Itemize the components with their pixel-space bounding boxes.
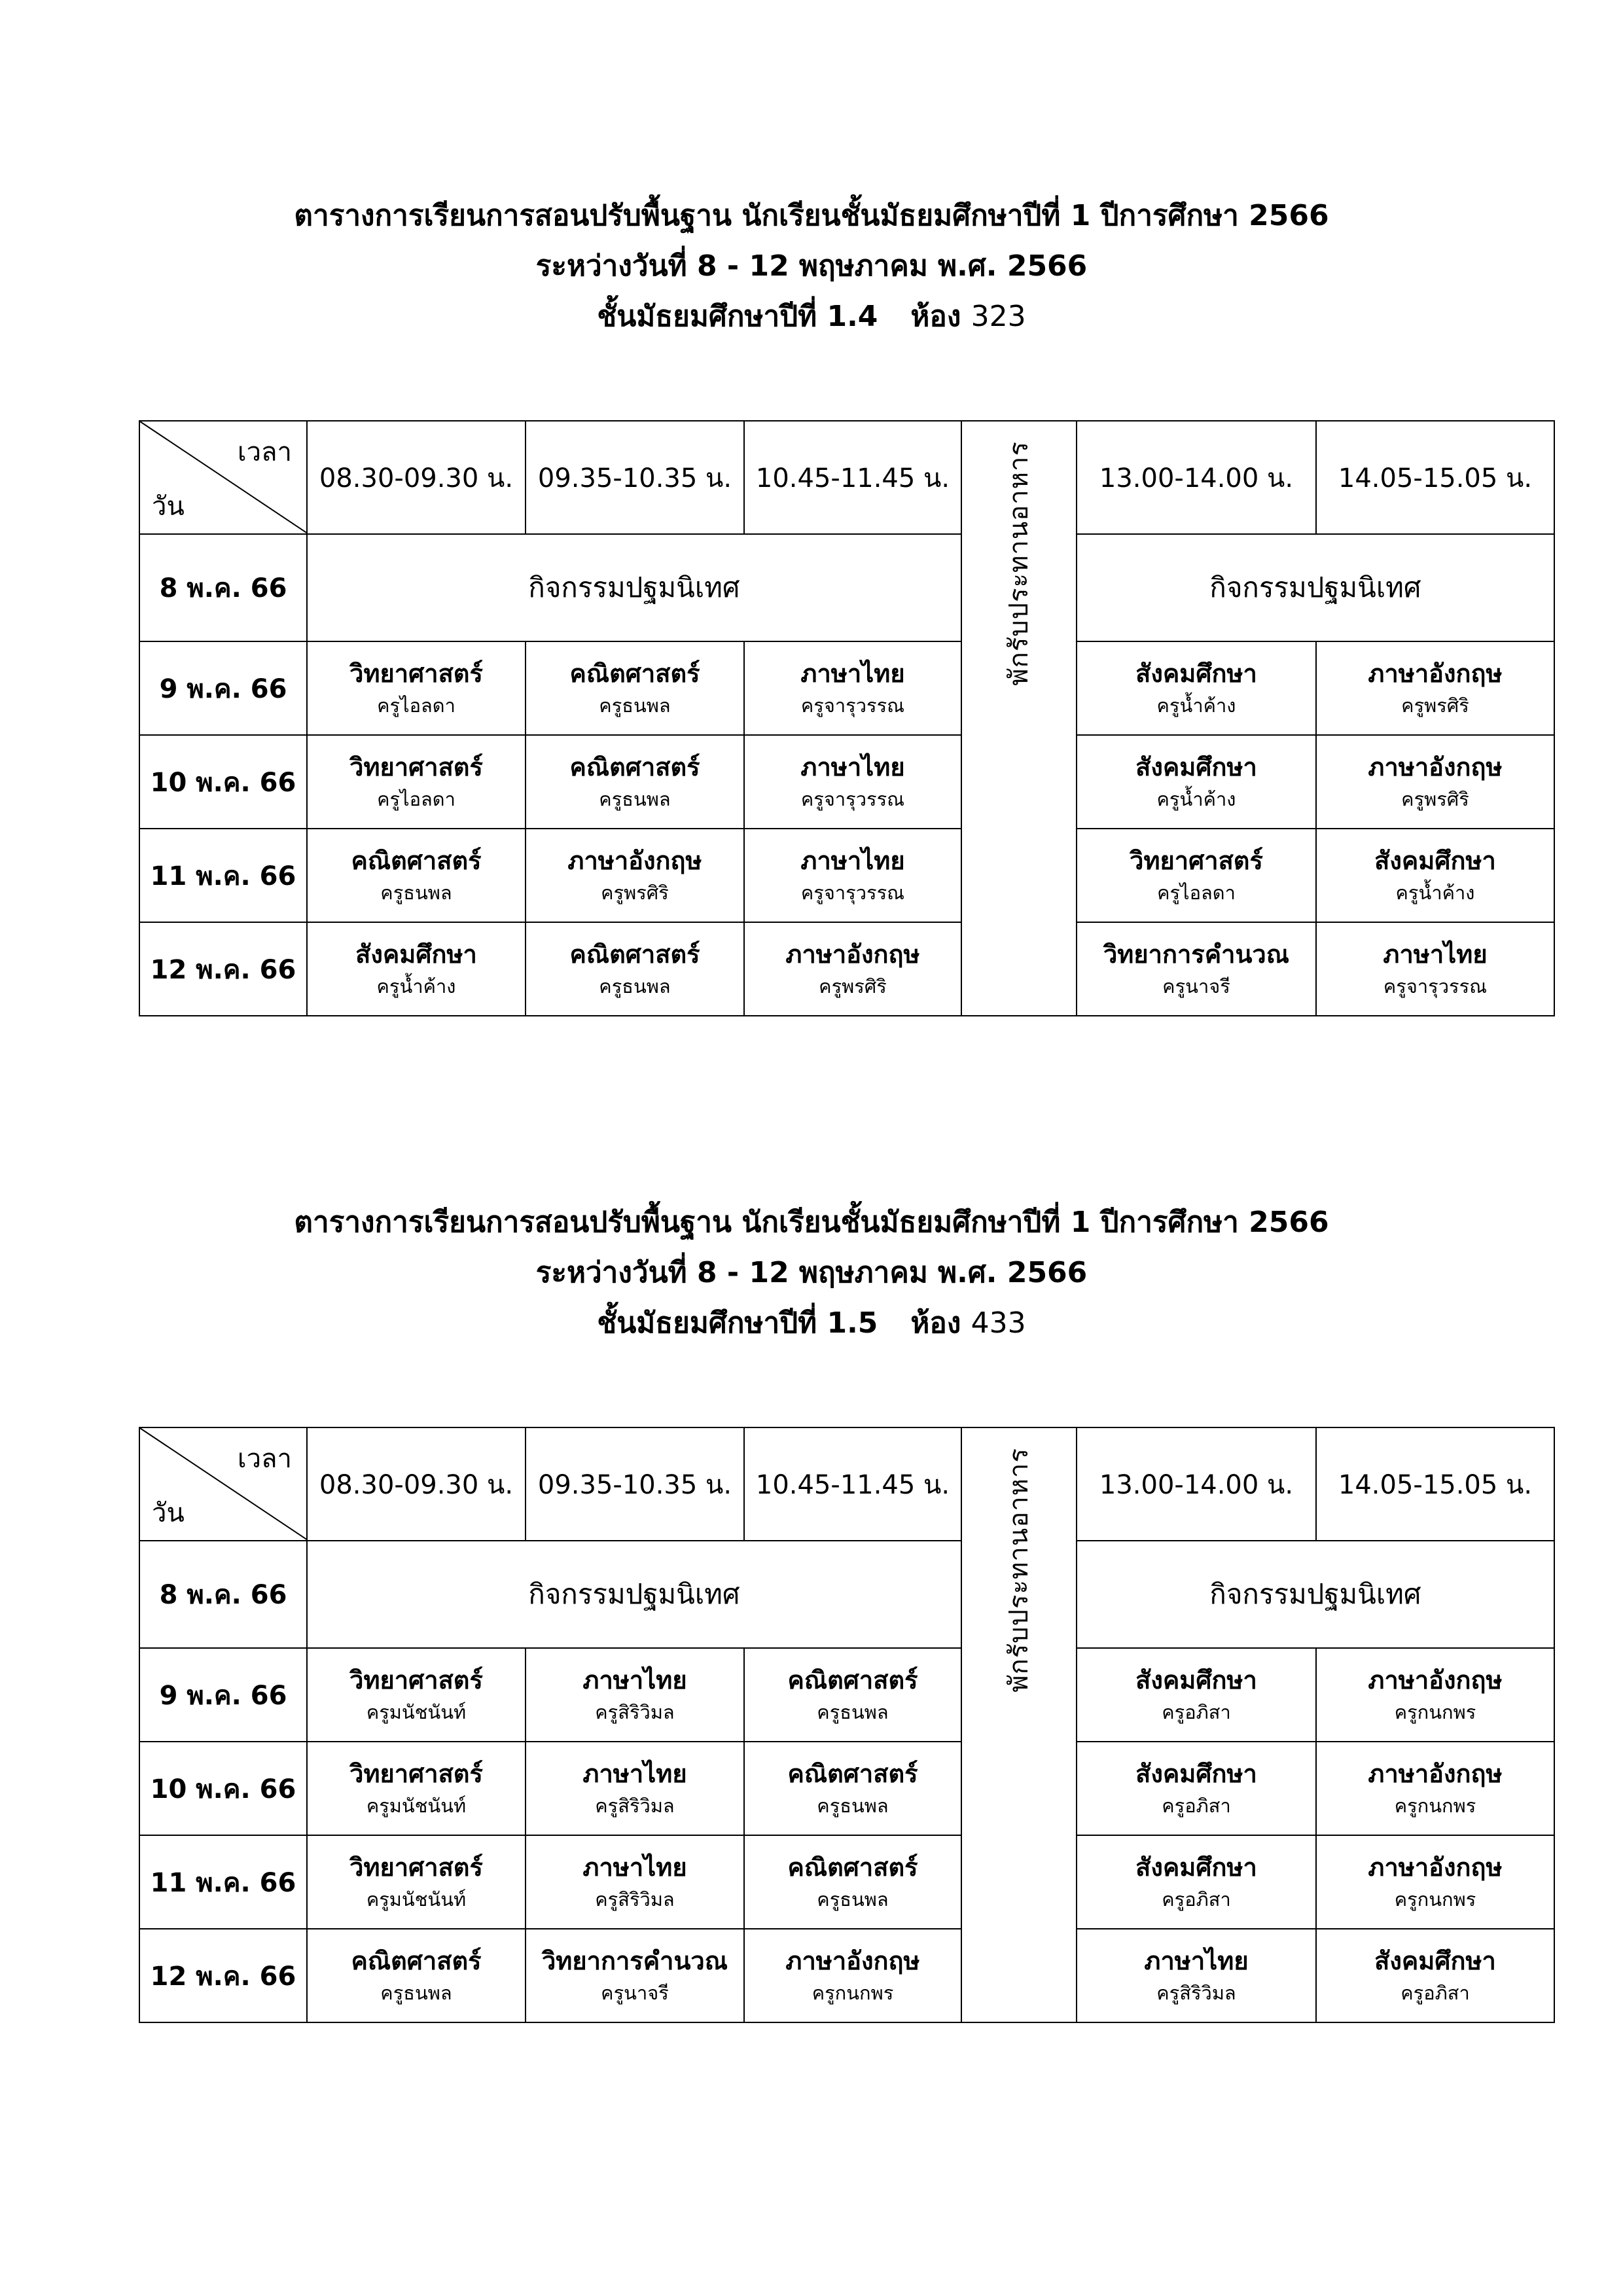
subject-name: คณิตศาสตร์ — [569, 658, 700, 688]
lunch-break-cell — [961, 421, 1077, 1016]
room-label: ห้อง — [910, 300, 961, 333]
teacher-name: ครูน้ำค้าง — [1156, 694, 1236, 717]
class-period-cell — [307, 1929, 526, 2022]
subject-name: ภาษาอังกฤษ — [1368, 658, 1503, 688]
day-row — [139, 735, 1554, 829]
header-row — [139, 1427, 1554, 1541]
class-period-cell — [1077, 1929, 1316, 2022]
orientation-afternoon-cell: กิจกรรมปฐมนิเทศ — [1077, 1541, 1554, 1648]
class-period-cell — [526, 641, 744, 735]
teacher-name: ครูธนพล — [599, 975, 671, 997]
teacher-name: ครูธนพล — [817, 1700, 889, 1723]
class-period-cell — [526, 1929, 744, 2022]
day-axis-label: วัน — [152, 492, 185, 522]
room-number: 433 — [971, 1306, 1026, 1340]
subject-name: คณิตศาสตร์ — [787, 1852, 918, 1882]
day-cell: 12 พ.ค. 66 — [139, 1929, 307, 2022]
class-period-cell — [1316, 641, 1554, 735]
teacher-name: ครูน้ำค้าง — [376, 975, 456, 997]
subject-name: ภาษาอังกฤษ — [1368, 752, 1503, 781]
teacher-name: ครูจารุวรรณ — [800, 787, 905, 810]
subject-name: วิทยาการคำนวณ — [1103, 939, 1290, 969]
subject-name: ภาษาอังกฤษ — [567, 846, 702, 875]
time-axis-label: เวลา — [237, 1444, 292, 1474]
class-period-cell — [1077, 641, 1316, 735]
teacher-name: ครูอภิสา — [1162, 1888, 1231, 1910]
class-period-cell — [744, 1835, 961, 1929]
class-period-cell — [1316, 735, 1554, 829]
time-slot-header: 14.05-15.05 น. — [1316, 1427, 1554, 1541]
subject-name: วิทยาศาสตร์ — [349, 1665, 483, 1695]
teacher-name: ครูพรศิริ — [1401, 787, 1469, 810]
teacher-name: ครูพรศิริ — [819, 975, 887, 997]
subject-name: ภาษาไทย — [800, 752, 905, 781]
class-period-cell — [307, 735, 526, 829]
subject-name: คณิตศาสตร์ — [569, 939, 700, 969]
schedule-title: ตารางการเรียนการสอนปรับพื้นฐาน นักเรียนชั้นมัธยมศึกษาปีที่ 1 ปีการศึกษา 2566 — [294, 199, 1329, 232]
class-period-cell — [526, 735, 744, 829]
teacher-name: ครูธนพล — [817, 1794, 889, 1817]
teacher-name: ครูสิริวิมล — [1156, 1981, 1236, 2004]
teacher-name: ครูพรศิริ — [1401, 694, 1469, 717]
day-cell: 11 พ.ค. 66 — [139, 829, 307, 922]
subject-name: วิทยาศาสตร์ — [349, 658, 483, 688]
teacher-name: ครูกนกพร — [1394, 1700, 1476, 1723]
day-cell: 9 พ.ค. 66 — [139, 1648, 307, 1742]
class-period-cell — [307, 1835, 526, 1929]
time-slot-header: 13.00-14.00 น. — [1077, 421, 1316, 534]
class-period-cell — [307, 1742, 526, 1835]
schedule-table — [139, 1427, 1555, 2023]
teacher-name: ครูธนพล — [599, 694, 671, 717]
teacher-name: ครูจารุวรรณ — [800, 881, 905, 904]
teacher-name: ครูไอลดา — [1157, 881, 1236, 904]
class-period-cell — [744, 1929, 961, 2022]
lunch-break-label: พักรับประทานอาหาร — [1004, 441, 1034, 686]
teacher-name: ครูจารุวรรณ — [1383, 975, 1488, 997]
teacher-name: ครูอภิสา — [1162, 1794, 1231, 1817]
teacher-name: ครูสิริวิมล — [595, 1888, 675, 1910]
class-period-cell — [526, 829, 744, 922]
class-label: ชั้นมัธยมศึกษาปีที่ 1.4 — [597, 300, 878, 333]
teacher-name: ครูไอลดา — [377, 694, 455, 717]
subject-name: คณิตศาสตร์ — [787, 1665, 918, 1695]
day-row — [139, 829, 1554, 922]
class-period-cell — [526, 922, 744, 1016]
teacher-name: ครูนาจรี — [1162, 975, 1230, 997]
subject-name: ภาษาไทย — [582, 1852, 687, 1882]
teacher-name: ครูธนพล — [380, 881, 452, 904]
teacher-name: ครูกนกพร — [1394, 1888, 1476, 1910]
teacher-name: ครูกนกพร — [1394, 1794, 1476, 1817]
teacher-name: ครูธนพล — [817, 1888, 889, 1910]
day-cell: 8 พ.ค. 66 — [139, 1541, 307, 1648]
corner-header-cell — [139, 1427, 307, 1541]
subject-name: ภาษาไทย — [582, 1759, 687, 1788]
subject-name: สังคมศึกษา — [355, 939, 477, 969]
subject-name: ภาษาไทย — [1144, 1946, 1249, 1975]
day-cell: 10 พ.ค. 66 — [139, 1742, 307, 1835]
class-period-cell — [744, 922, 961, 1016]
subject-name: สังคมศึกษา — [1135, 1665, 1257, 1695]
class-period-cell — [1077, 922, 1316, 1016]
teacher-name: ครูน้ำค้าง — [1156, 787, 1236, 810]
corner-header-cell — [139, 421, 307, 534]
class-period-cell — [307, 922, 526, 1016]
subject-name: ภาษาไทย — [800, 658, 905, 688]
subject-name: ภาษาอังกฤษ — [785, 939, 920, 969]
subject-name: ภาษาไทย — [582, 1665, 687, 1695]
class-period-cell — [1077, 735, 1316, 829]
time-slot-header: 10.45-11.45 น. — [744, 421, 961, 534]
teacher-name: ครูสิริวิมล — [595, 1700, 675, 1723]
class-period-cell — [1077, 829, 1316, 922]
time-slot-header: 13.00-14.00 น. — [1077, 1427, 1316, 1541]
teacher-name: ครูธนพล — [380, 1981, 452, 2004]
class-period-cell — [744, 1742, 961, 1835]
teacher-name: ครูไอลดา — [377, 787, 455, 810]
teacher-name: ครูมนัชนันท์ — [366, 1700, 467, 1723]
time-slot-header: 09.35-10.35 น. — [526, 1427, 744, 1541]
subject-name: คณิตศาสตร์ — [569, 752, 700, 781]
class-period-cell — [1077, 1835, 1316, 1929]
schedule-period: ระหว่างวันที่ 8 - 12 พฤษภาคม พ.ศ. 2566 — [535, 1256, 1088, 1289]
schedule-title: ตารางการเรียนการสอนปรับพื้นฐาน นักเรียนชั้นมัธยมศึกษาปีที่ 1 ปีการศึกษา 2566 — [294, 1206, 1329, 1239]
class-period-cell — [307, 829, 526, 922]
lunch-break-label: พักรับประทานอาหาร — [1004, 1448, 1034, 1693]
class-period-cell — [744, 829, 961, 922]
subject-name: คณิตศาสตร์ — [787, 1759, 918, 1788]
class-period-cell — [1077, 1742, 1316, 1835]
subject-name: ภาษาอังกฤษ — [1368, 1759, 1503, 1788]
day-row — [139, 1835, 1554, 1929]
teacher-name: ครูอภิสา — [1162, 1700, 1231, 1723]
day-cell: 9 พ.ค. 66 — [139, 641, 307, 735]
teacher-name: ครูสิริวิมล — [595, 1794, 675, 1817]
header-row — [139, 421, 1554, 534]
subject-name: สังคมศึกษา — [1135, 752, 1257, 781]
teacher-name: ครูกนกพร — [812, 1981, 894, 2004]
day-cell: 11 พ.ค. 66 — [139, 1835, 307, 1929]
subject-name: ภาษาไทย — [1383, 939, 1488, 969]
orientation-morning-cell: กิจกรรมปฐมนิเทศ — [307, 534, 961, 641]
class-period-cell — [526, 1648, 744, 1742]
subject-name: สังคมศึกษา — [1374, 846, 1496, 875]
subject-name: ภาษาไทย — [800, 846, 905, 875]
class-heading — [0, 297, 1623, 336]
subject-name: วิทยาศาสตร์ — [349, 1759, 483, 1788]
teacher-name: ครูมนัชนันท์ — [366, 1794, 467, 1817]
class-period-cell — [744, 735, 961, 829]
room-number: 323 — [971, 300, 1026, 333]
class-period-cell — [526, 1742, 744, 1835]
teacher-name: ครูจารุวรรณ — [800, 694, 905, 717]
class-period-cell — [1316, 1648, 1554, 1742]
teacher-name: ครูพรศิริ — [601, 881, 669, 904]
orientation-row — [139, 534, 1554, 641]
class-period-cell — [744, 641, 961, 735]
schedule-table — [139, 420, 1555, 1016]
time-axis-label: เวลา — [237, 437, 292, 467]
class-heading — [0, 1304, 1623, 1343]
day-row — [139, 1742, 1554, 1835]
day-row — [139, 641, 1554, 735]
class-period-cell — [1316, 1835, 1554, 1929]
class-period-cell — [1077, 1648, 1316, 1742]
day-cell: 12 พ.ค. 66 — [139, 922, 307, 1016]
time-slot-header: 08.30-09.30 น. — [307, 421, 526, 534]
orientation-morning-cell: กิจกรรมปฐมนิเทศ — [307, 1541, 961, 1648]
room-label: ห้อง — [910, 1306, 961, 1340]
teacher-name: ครูน้ำค้าง — [1395, 881, 1475, 904]
day-cell: 10 พ.ค. 66 — [139, 735, 307, 829]
orientation-afternoon-cell: กิจกรรมปฐมนิเทศ — [1077, 534, 1554, 641]
orientation-row — [139, 1541, 1554, 1648]
day-row — [139, 1929, 1554, 2022]
time-slot-header: 10.45-11.45 น. — [744, 1427, 961, 1541]
day-axis-label: วัน — [152, 1498, 185, 1528]
class-label: ชั้นมัธยมศึกษาปีที่ 1.5 — [597, 1306, 878, 1340]
schedule-period: ระหว่างวันที่ 8 - 12 พฤษภาคม พ.ศ. 2566 — [535, 249, 1088, 283]
subject-name: สังคมศึกษา — [1135, 1759, 1257, 1788]
class-period-cell — [1316, 922, 1554, 1016]
class-period-cell — [1316, 1742, 1554, 1835]
class-period-cell — [307, 641, 526, 735]
teacher-name: ครูนาจรี — [601, 1981, 669, 2004]
subject-name: วิทยาการคำนวณ — [541, 1946, 728, 1975]
subject-name: วิทยาศาสตร์ — [349, 1852, 483, 1882]
day-row — [139, 1648, 1554, 1742]
subject-name: คณิตศาสตร์ — [351, 846, 482, 875]
time-slot-header: 09.35-10.35 น. — [526, 421, 744, 534]
time-slot-header: 14.05-15.05 น. — [1316, 421, 1554, 534]
lunch-break-cell — [961, 1427, 1077, 2022]
day-cell: 8 พ.ค. 66 — [139, 534, 307, 641]
subject-name: วิทยาศาสตร์ — [349, 752, 483, 781]
teacher-name: ครูธนพล — [599, 787, 671, 810]
subject-name: ภาษาอังกฤษ — [1368, 1852, 1503, 1882]
class-period-cell — [307, 1648, 526, 1742]
subject-name: สังคมศึกษา — [1374, 1946, 1496, 1975]
subject-name: ภาษาอังกฤษ — [1368, 1665, 1503, 1695]
class-period-cell — [1316, 1929, 1554, 2022]
subject-name: วิทยาศาสตร์ — [1130, 846, 1263, 875]
class-period-cell — [744, 1648, 961, 1742]
subject-name: ภาษาอังกฤษ — [785, 1946, 920, 1975]
subject-name: สังคมศึกษา — [1135, 1852, 1257, 1882]
subject-name: คณิตศาสตร์ — [351, 1946, 482, 1975]
class-period-cell — [526, 1835, 744, 1929]
class-period-cell — [1316, 829, 1554, 922]
time-slot-header: 08.30-09.30 น. — [307, 1427, 526, 1541]
day-row — [139, 922, 1554, 1016]
subject-name: สังคมศึกษา — [1135, 658, 1257, 688]
teacher-name: ครูมนัชนันท์ — [366, 1888, 467, 1910]
teacher-name: ครูอภิสา — [1400, 1981, 1470, 2004]
